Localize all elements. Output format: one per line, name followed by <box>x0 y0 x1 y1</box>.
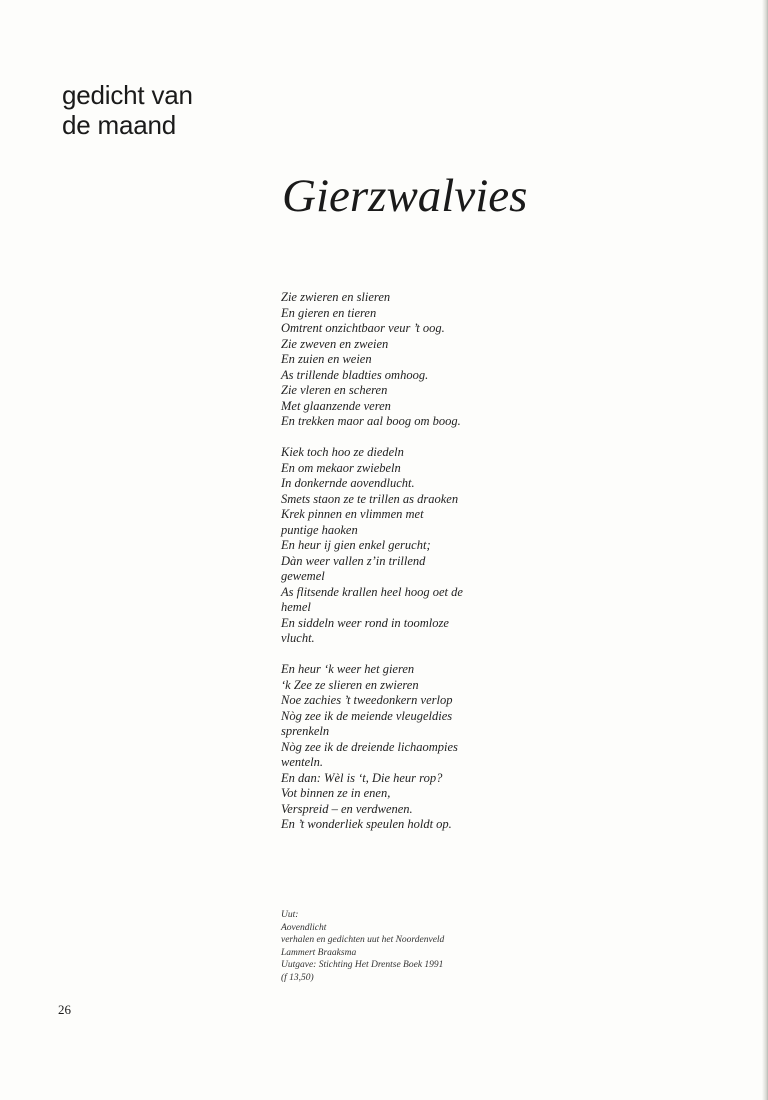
poem-line: En heur ‘k weer het gieren <box>281 662 415 676</box>
poem-line: Smets staon ze te trillen as draoken <box>281 491 459 506</box>
poem-line: gewemel <box>281 569 325 583</box>
poem-line: hemel <box>281 600 311 614</box>
poem-line: As flitsende krallen heel hoog oet de <box>281 584 463 599</box>
source-line: Lammert Braaksma <box>281 947 357 958</box>
poem-line: Nòg zee ik de dreiende lichaompies <box>281 739 458 754</box>
section-label-line-1: gedicht van <box>62 80 193 110</box>
poem-line: Dàn weer vallen z’in trillend <box>281 553 426 568</box>
poem-line: In donkernde aovendlucht. <box>281 476 415 490</box>
poem-line: En trekken maor aal boog om boog. <box>281 414 461 428</box>
poem-line: ‘k Zee ze slieren en zwieren <box>281 677 419 692</box>
poem-line: En om mekaor zwiebeln <box>281 460 401 475</box>
source-credits <box>281 909 541 984</box>
poem-line: Vot binnen ze in enen, <box>281 786 391 800</box>
poem-stanza-3 <box>281 662 521 833</box>
source-line: verhalen en gedichten uut het Noordenveld <box>281 935 445 945</box>
poem-body <box>281 290 521 848</box>
poem-stanza-1 <box>281 290 521 430</box>
poem-line: Zie zwieren en slieren <box>281 290 391 304</box>
poem-line: En heur ij gien enkel gerucht; <box>281 538 431 552</box>
poem-line: puntige haoken <box>281 522 358 537</box>
poem-line: vlucht. <box>281 631 315 645</box>
source-line: Uutgave: Stichting Het Drentse Boek 1991 <box>281 960 444 970</box>
poem-line: As trillende bladties omhoog. <box>281 367 429 382</box>
poem-line: Omtrent onzichtbaor veur ’t oog. <box>281 321 445 335</box>
poem-line: En dan: Wèl is ‘t, Die heur rop? <box>281 770 443 785</box>
poem-line: Noe zachies ’t tweedonkern verlop <box>281 693 453 707</box>
poem-line: En zuien en weien <box>281 352 372 366</box>
source-line: Uut: <box>281 910 299 920</box>
section-label <box>62 80 193 140</box>
poem-line: wenteln. <box>281 755 324 769</box>
poem-stanza-2 <box>281 445 521 647</box>
poem-line: Zie vleren en scheren <box>281 383 388 397</box>
poem-title: Gierzwalvies <box>282 170 528 222</box>
poem-line: Verspreid – en verdwenen. <box>281 801 413 816</box>
poem-line: sprenkeln <box>281 724 330 738</box>
poem-line: Zie zweven en zweien <box>281 336 389 351</box>
scan-edge-shadow <box>762 0 768 1100</box>
poem-line: Kiek toch hoo ze diedeln <box>281 445 404 459</box>
poem-line: Met glaanzende veren <box>281 398 391 413</box>
poem-line: En ’t wonderliek speulen holdt op. <box>281 817 452 831</box>
poem-line: Nòg zee ik de meiende vleugeldies <box>281 708 453 723</box>
source-line: Aovendlicht <box>281 922 327 933</box>
page-number: 26 <box>58 1002 71 1017</box>
poem-line: Krek pinnen en vlimmen met <box>281 507 424 521</box>
section-label-line-2: de maand <box>62 110 177 140</box>
poem-line: En siddeln weer rond in toomloze <box>281 615 449 630</box>
poem-line: En gieren en tieren <box>281 305 377 320</box>
source-line: (f 13,50) <box>281 972 314 983</box>
